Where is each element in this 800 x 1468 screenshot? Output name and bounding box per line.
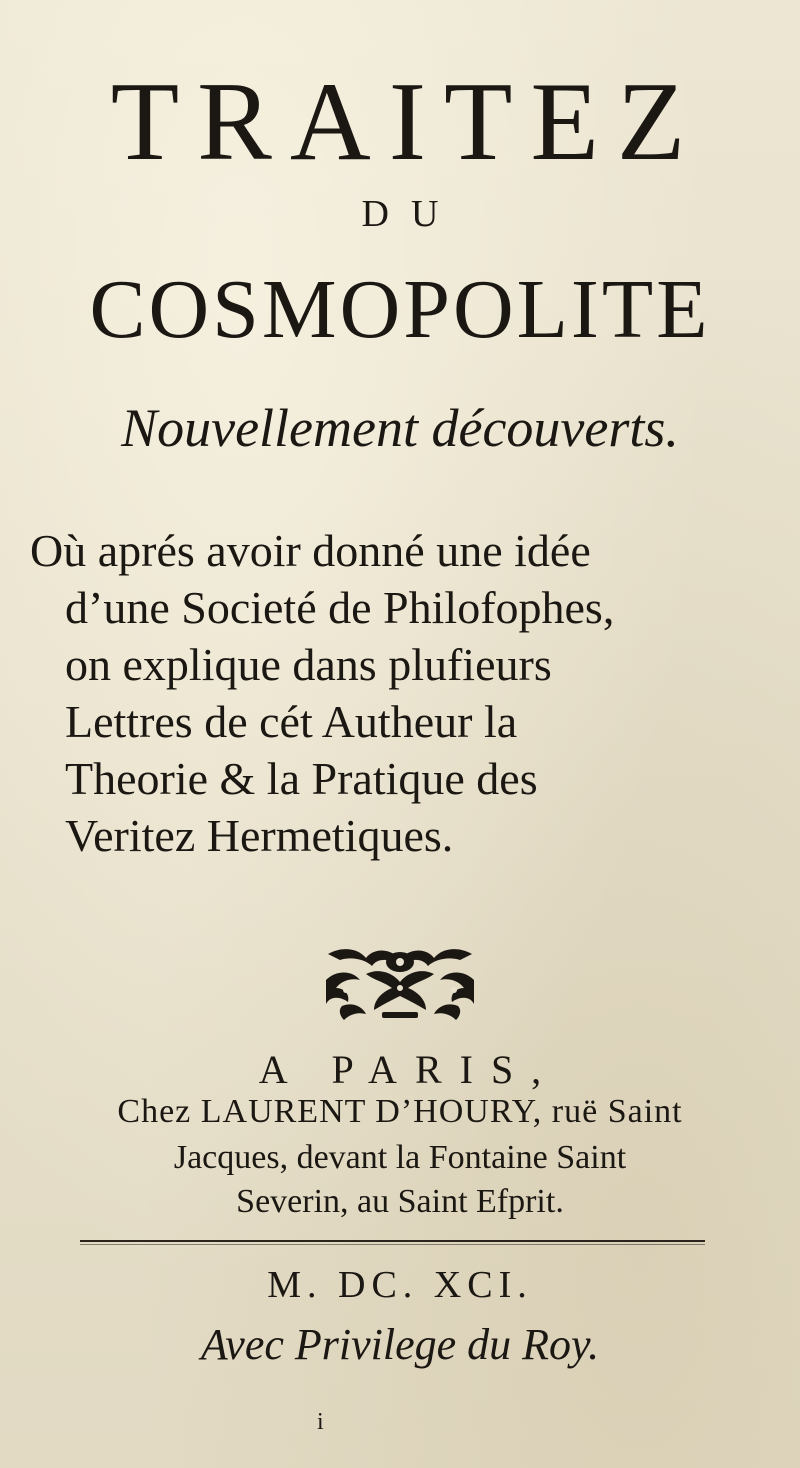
description-line: Lettres de cét Autheur la	[65, 696, 518, 747]
main-title	[0, 62, 800, 182]
divider-rule	[80, 1240, 705, 1242]
imprint-publisher-line: Chez LAURENT D’HOURY, ruë Saint	[117, 1093, 683, 1130]
title-letter: T	[110, 60, 184, 184]
description-paragraph	[30, 522, 770, 864]
signature-mark: i	[317, 1409, 324, 1435]
title-letter: Z	[616, 60, 690, 184]
title-letter: E	[530, 60, 603, 184]
imprint-year: M. DC. XCI.	[267, 1264, 533, 1306]
description-line: Veritez Hermetiques.	[65, 810, 454, 861]
printers-ornament-icon	[322, 944, 478, 1022]
description-line: Où aprés avoir donné une idée	[30, 525, 591, 576]
description-line: Theorie & la Pratique des	[65, 753, 538, 804]
title-letter: T	[444, 60, 517, 184]
royal-privilege: Avec Privilege du Roy.	[200, 1320, 600, 1369]
title-letter: R	[197, 60, 276, 184]
title-letter: A	[289, 60, 375, 184]
divider-rule	[80, 1244, 705, 1245]
subtitle: Nouvellement découverts.	[121, 398, 679, 458]
description-line: on explique dans plufieurs	[65, 639, 552, 690]
imprint-place: A PARIS,	[258, 1047, 560, 1092]
title-letter: I	[388, 60, 431, 184]
imprint-address-line: Severin, au Saint Efprit.	[236, 1183, 564, 1220]
title-cosmopolite: COSMOPOLITE	[89, 263, 711, 356]
description-line: d’une Societé de Philofophes,	[65, 582, 615, 633]
title-du: DU	[361, 193, 461, 235]
imprint-address-line: Jacques, devant la Fontaine Saint	[173, 1139, 627, 1176]
